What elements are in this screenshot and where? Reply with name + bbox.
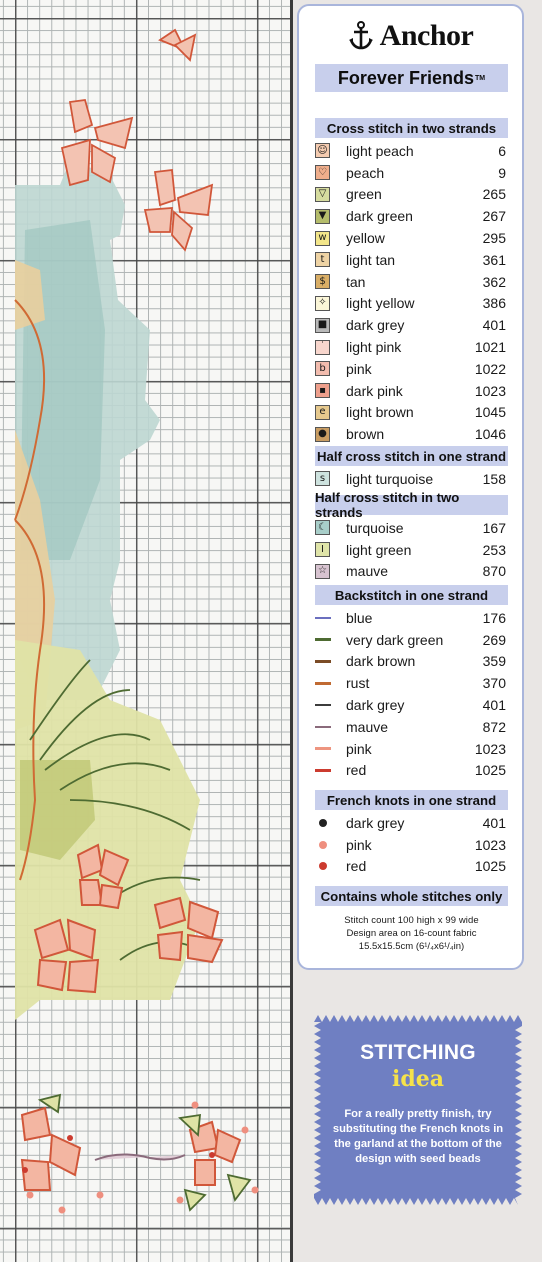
- thread-number: 1023: [474, 836, 506, 853]
- section-half-two-strands: Half cross stitch in two strands: [315, 495, 508, 515]
- backstitch-line: [315, 682, 331, 685]
- thread-number: 295: [482, 230, 506, 247]
- thread-number: 370: [482, 675, 506, 692]
- backstitch-line: [315, 726, 331, 729]
- stitch-symbol: ●: [315, 427, 330, 442]
- stitch-symbol: ▽: [315, 187, 330, 202]
- section-half-one-strand: Half cross stitch in one strand: [315, 446, 508, 466]
- thread-number: 362: [482, 273, 506, 290]
- butterfly-top: [160, 30, 195, 60]
- thread-number: 1022: [474, 360, 506, 377]
- thread-row: [315, 812, 508, 834]
- thread-name: yellow: [346, 230, 385, 247]
- thread-name: dark green: [346, 208, 413, 225]
- thread-name: tan: [346, 273, 366, 290]
- thread-row: [315, 205, 508, 227]
- thread-row: [315, 358, 508, 380]
- idea-title: STITCHING: [360, 1041, 476, 1064]
- french-knot-dot: [319, 841, 327, 849]
- thread-number: 1021: [474, 339, 506, 356]
- backstitch-line: [315, 769, 331, 772]
- thread-number: 1023: [474, 740, 506, 757]
- thread-name: light pink: [346, 339, 402, 356]
- thread-name: red: [346, 858, 367, 875]
- thread-name: light tan: [346, 251, 396, 268]
- idea-subtitle: idea: [392, 1066, 444, 1092]
- thread-row: [315, 184, 508, 206]
- section-backstitch: Backstitch in one strand: [315, 585, 508, 605]
- thread-row: [315, 694, 508, 716]
- thread-row: [315, 738, 508, 760]
- stitch-symbol: t: [315, 252, 330, 267]
- thread-number: 158: [482, 470, 506, 487]
- thread-row: [315, 760, 508, 782]
- thread-number: 269: [482, 631, 506, 648]
- thread-row: [315, 561, 508, 583]
- thread-name: pink: [346, 740, 372, 757]
- thread-number: 1045: [474, 404, 506, 421]
- stitch-symbol: ☺: [315, 143, 330, 158]
- thread-number: 9: [498, 164, 506, 181]
- thread-row: [315, 672, 508, 694]
- backstitch-line: [315, 660, 331, 663]
- thread-row: [315, 162, 508, 184]
- section-french-knots: French knots in one strand: [315, 790, 508, 810]
- thread-name: light brown: [346, 404, 414, 421]
- thread-row: [315, 716, 508, 738]
- thread-name: very dark green: [346, 631, 444, 648]
- thread-name: rust: [346, 675, 370, 692]
- thread-row: [315, 227, 508, 249]
- trademark-mark: TM: [474, 74, 486, 82]
- stitch-count: Stitch count 100 high x 99 wide: [344, 915, 479, 926]
- thread-number: 870: [482, 563, 506, 580]
- thread-row: [315, 402, 508, 424]
- design-info: [309, 914, 514, 953]
- garland-ribbon: [95, 1154, 185, 1160]
- thread-row: [315, 271, 508, 293]
- brand-header: [299, 14, 522, 58]
- design-size: 15.5x15.5cm (6¹/₄x6¹/₄in): [358, 941, 465, 952]
- thread-row: [315, 607, 508, 629]
- chart-border: [290, 0, 293, 1262]
- stitch-symbol: ✧: [315, 296, 330, 311]
- thread-number: 167: [482, 519, 506, 536]
- thread-name: pink: [346, 836, 372, 853]
- stitch-symbol: ☾: [315, 520, 330, 535]
- stitch-symbol: $: [315, 274, 330, 289]
- butterfly-right: [145, 170, 212, 250]
- thread-name: pink: [346, 360, 372, 377]
- stitch-symbol: I: [315, 542, 330, 557]
- thread-number: 872: [482, 718, 506, 735]
- thread-row: [315, 834, 508, 856]
- thread-name: light yellow: [346, 295, 415, 312]
- thread-name: mauve: [346, 563, 389, 580]
- thread-row: [315, 293, 508, 315]
- stitch-symbol: ▼: [315, 209, 330, 224]
- french-knot-dot: [319, 862, 327, 870]
- backstitch-line: [315, 638, 331, 641]
- thread-number: 401: [482, 317, 506, 334]
- thread-row: [315, 629, 508, 651]
- stitch-symbol: ˙: [315, 340, 330, 355]
- thread-row: [315, 517, 508, 539]
- thread-name: light turquoise: [346, 470, 434, 487]
- thread-number: 265: [482, 186, 506, 203]
- thread-row: [315, 423, 508, 445]
- thread-number: 401: [482, 697, 506, 714]
- design-area: Design area on 16-count fabric: [346, 928, 477, 939]
- thread-number: 386: [482, 295, 506, 312]
- thread-number: 1025: [474, 762, 506, 779]
- thread-name: blue: [346, 609, 373, 626]
- thread-name: dark pink: [346, 382, 403, 399]
- thread-row: [315, 314, 508, 336]
- thread-name: dark brown: [346, 653, 416, 670]
- stitch-symbol: ▪: [315, 383, 330, 398]
- thread-row: [315, 140, 508, 162]
- stitch-symbol: w: [315, 231, 330, 246]
- thread-name: dark grey: [346, 697, 405, 714]
- thread-row: [315, 651, 508, 673]
- thread-row: [315, 468, 508, 490]
- anchor-icon: [348, 21, 374, 51]
- thread-number: 267: [482, 208, 506, 225]
- section-whole-stitches: Contains whole stitches only: [315, 886, 508, 906]
- thread-name: dark grey: [346, 814, 405, 831]
- stitch-symbol: b: [315, 361, 330, 376]
- stitch-symbol: e: [315, 405, 330, 420]
- thread-row: [315, 380, 508, 402]
- butterfly-left: [62, 100, 132, 185]
- thread-name: green: [346, 186, 382, 203]
- french-knot-dot: [319, 819, 327, 827]
- idea-body: For a really pretty finish, try substituting the French knots in the garland at the bottom of the design with seed beads: [332, 1108, 504, 1165]
- section-cross-two-strands: Cross stitch in two strands: [315, 118, 508, 138]
- thread-number: 361: [482, 251, 506, 268]
- thread-number: 359: [482, 653, 506, 670]
- thread-row: [315, 336, 508, 358]
- thread-number: 1025: [474, 858, 506, 875]
- thread-name: turquoise: [346, 519, 404, 536]
- thread-number: 253: [482, 541, 506, 558]
- backstitch-line: [315, 747, 331, 750]
- thread-name: mauve: [346, 718, 389, 735]
- thread-name: red: [346, 762, 367, 779]
- thread-key-panel: [297, 4, 524, 970]
- thread-name: peach: [346, 164, 385, 181]
- thread-number: 401: [482, 814, 506, 831]
- thread-name: light green: [346, 541, 412, 558]
- stitch-symbol: ■: [315, 318, 330, 333]
- thread-row: [315, 539, 508, 561]
- thread-number: 1023: [474, 382, 506, 399]
- stitch-symbol: ♡: [315, 165, 330, 180]
- design-title: Forever Friends TM: [315, 64, 508, 92]
- thread-name: light peach: [346, 142, 414, 159]
- thread-number: 6: [498, 142, 506, 159]
- backstitch-line: [315, 704, 331, 707]
- thread-number: 176: [482, 609, 506, 626]
- thread-row: [315, 856, 508, 878]
- thread-row: [315, 249, 508, 271]
- brand-name: Anchor: [379, 19, 474, 52]
- backstitch-line: [315, 617, 331, 620]
- thread-name: brown: [346, 426, 385, 443]
- stitch-symbol: ☆: [315, 564, 330, 579]
- stitch-symbol: s: [315, 471, 330, 486]
- flower-4: [22, 1108, 80, 1190]
- thread-name: dark grey: [346, 317, 405, 334]
- thread-number: 1046: [474, 426, 506, 443]
- stitching-idea-box: [314, 1015, 522, 1205]
